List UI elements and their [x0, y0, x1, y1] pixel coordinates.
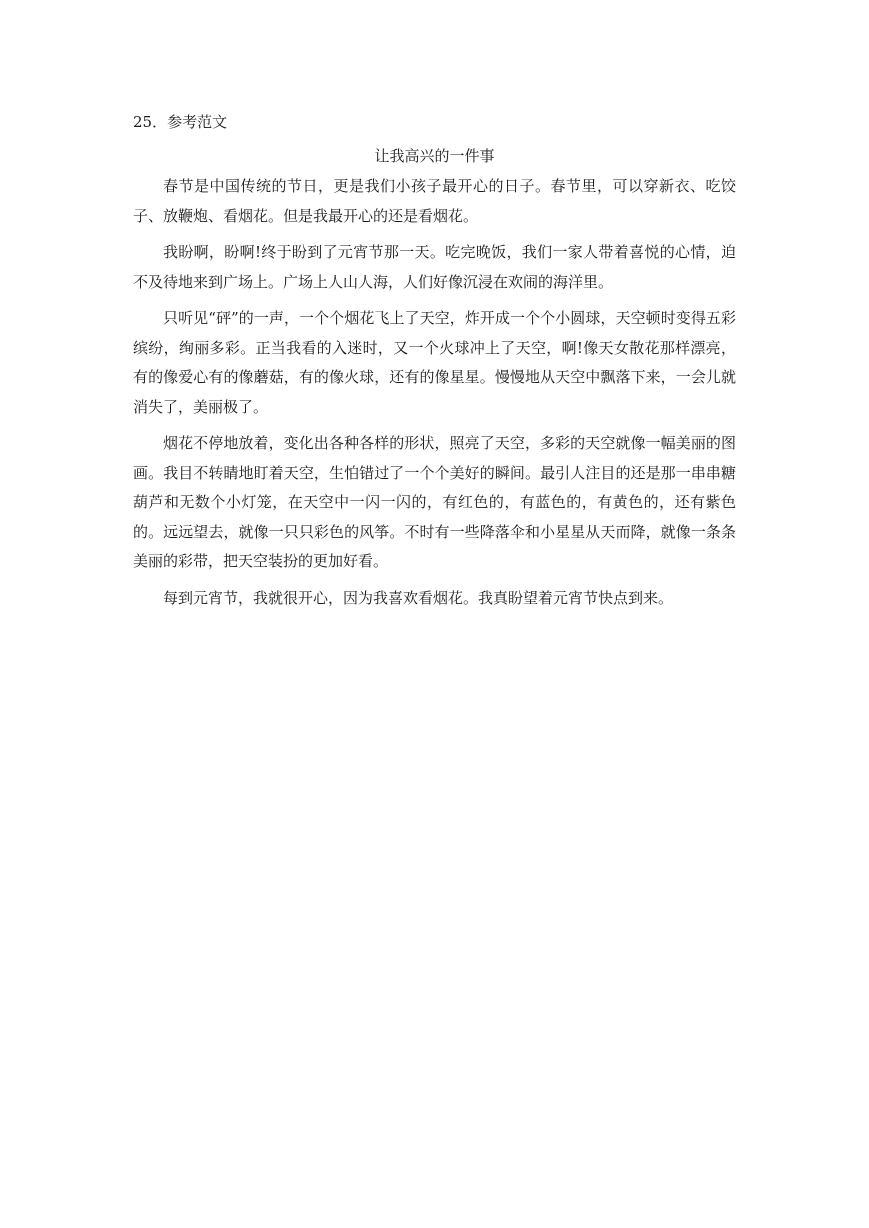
section-label: 25．参考范文 [133, 113, 228, 131]
essay-title: 让我高兴的一件事 [374, 147, 495, 165]
paragraph-5: 每到元宵节，我就很开心，因为我喜欢看烟花。我真盼望着元宵节快点到来。 [163, 588, 674, 607]
paragraph-2: 我盼啊，盼啊!终于盼到了元宵节那一天。吃完晚饭，我们一家人带着喜悦的心情，迫不及待地来到广场上。广场上人山人海，人们好像沉浸在欢闹的海洋里。 [133, 243, 736, 291]
essay-body [133, 172, 736, 613]
paragraph-1: 春节是中国传统的节日，更是我们小孩子最开心的日子。春节里，可以穿新衣、吃饺子、放鞭炮、看烟花。但是我最开心的还是看烟花。 [133, 177, 736, 225]
paragraph-3: 只听见“砰”的一声，一个个烟花飞上了天空，炸开成一个个小圆球，天空顿时变得五彩缤纷，绚丽多彩。正当我看的入迷时，又一个火球冲上了天空，啊!像天女散花那样漂亮，有的像爱心有的像蘑菇，有的像火球，还有的像星星。慢慢地从天空中飘落下来，一会儿就消失了，美丽极了。 [133, 309, 736, 416]
paragraph-4: 烟花不停地放着，变化出各种各样的形状，照亮了天空，多彩的天空就像一幅美丽的图画。我目不转睛地盯着天空，生怕错过了一个个美好的瞬间。最引人注目的还是那一串串糖葫芦和无数个小灯笼，在天空中一闪一闪的，有红色的，有蓝色的，有黄色的，还有紫色的。远远望去，就像一只只彩色的风筝。不时有一些降落伞和小星星从天而降，就像一条条美丽的彩带，把天空装扮的更加好看。 [133, 434, 736, 570]
